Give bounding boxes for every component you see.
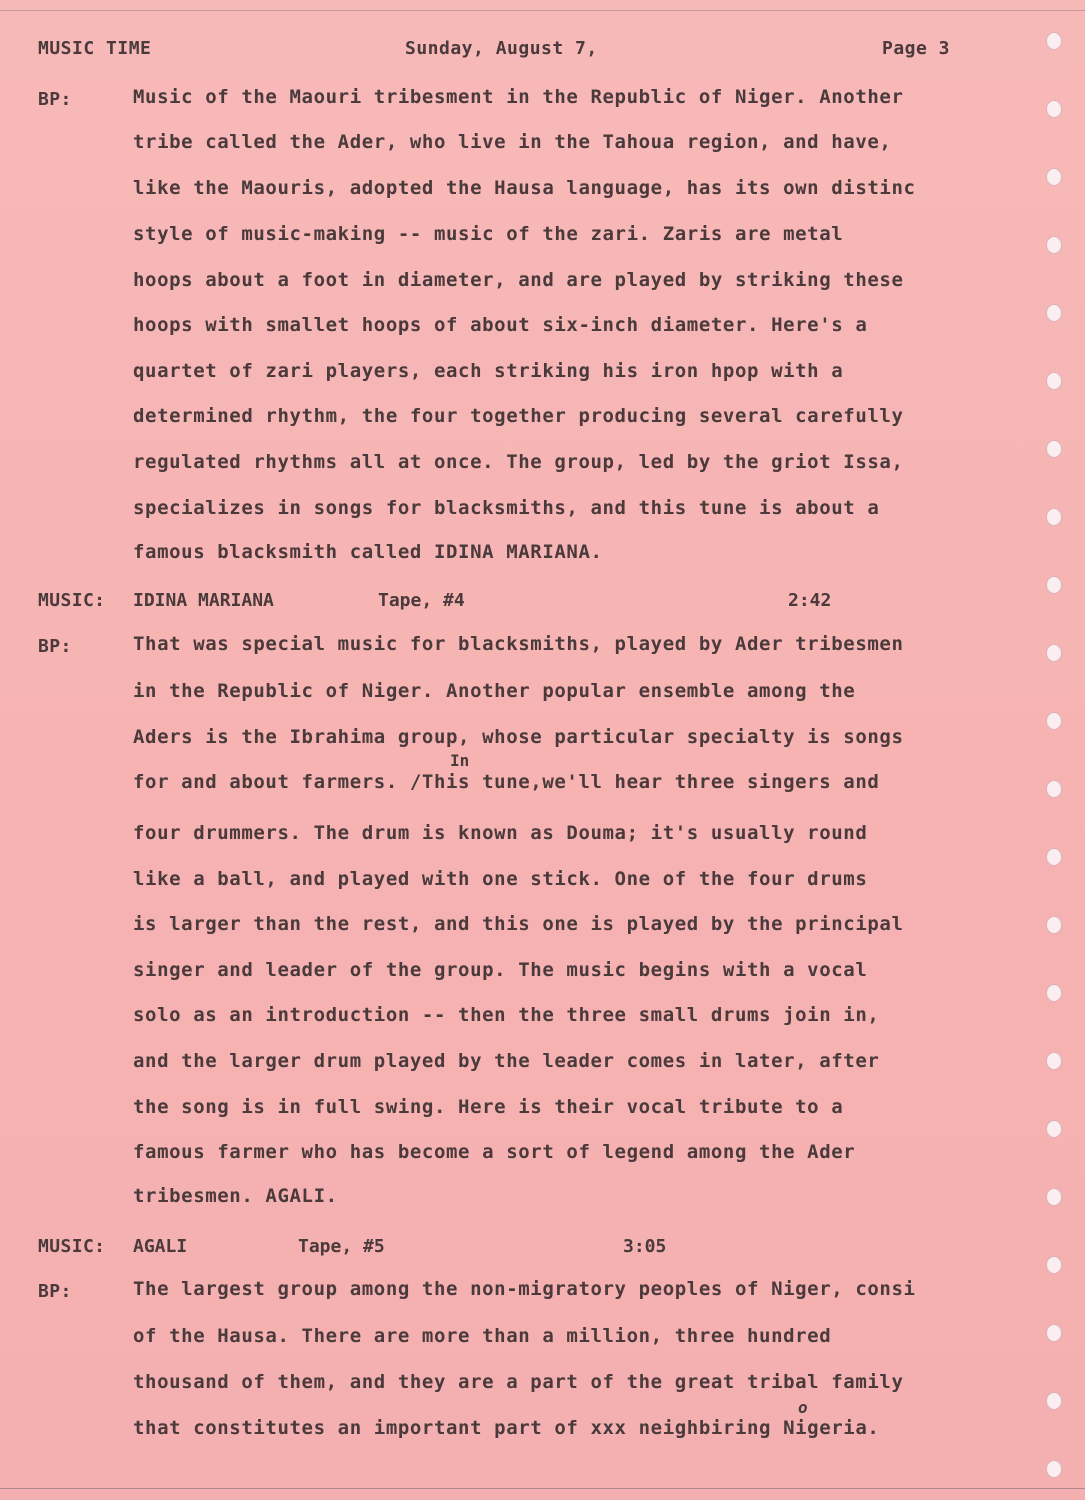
handwritten-insertion: In [450, 751, 470, 770]
perforation-hole [1046, 644, 1062, 662]
script-line: like the Maouris, adopted the Hausa language, has its own distinc [133, 179, 916, 198]
script-line: quartet of zari players, each striking his iron hpop with a [133, 362, 844, 381]
perforation-hole [1046, 1392, 1062, 1410]
perforation-hole [1046, 372, 1062, 390]
perforation-hole [1046, 508, 1062, 526]
script-line: is larger than the rest, and this one is played by the principal [133, 915, 904, 934]
top-edge-line [0, 0, 1085, 11]
script-line: determined rhythm, the four together producing several carefully [133, 407, 904, 426]
script-line: four drummers. The drum is known as Douma; it's usually round [133, 824, 868, 843]
perforation-hole [1046, 1460, 1062, 1478]
script-line: tribesmen. AGALI. [133, 1187, 338, 1206]
script-line: and the larger drum played by the leader comes in later, after [133, 1052, 880, 1071]
script-line: style of music-making -- music of the zari. Zaris are metal [133, 225, 844, 244]
perforation-hole [1046, 848, 1062, 866]
perforation-hole [1046, 1256, 1062, 1274]
script-line: the song is in full swing. Here is their vocal tribute to a [133, 1098, 844, 1117]
script-line: of the Hausa. There are more than a million, three hundred [133, 1327, 832, 1346]
script-line: for and about farmers. /This tune,we'll hear three singers and [133, 773, 880, 792]
script-line: famous farmer who has become a sort of legend among the Ader [133, 1143, 856, 1162]
perforation-hole [1046, 236, 1062, 254]
music-cue-title: AGALI [133, 1236, 188, 1257]
music-cue-tape: Tape, #5 [298, 1236, 385, 1257]
perforation-hole [1046, 780, 1062, 798]
script-line: that constitutes an important part of xxx neighbiring Nigeria. [133, 1419, 880, 1438]
perforation-hole [1046, 984, 1062, 1002]
speaker-label: BP: [38, 89, 72, 110]
page-number: Page 3 [882, 38, 951, 59]
script-line: The largest group among the non-migratory peoples of Niger, consi [133, 1280, 916, 1299]
perforation-hole [1046, 576, 1062, 594]
music-cue-duration: 2:42 [788, 590, 832, 611]
script-line: thousand of them, and they are a part of the great tribal family [133, 1373, 904, 1392]
perforation-hole [1046, 100, 1062, 118]
speaker-label: BP: [38, 636, 72, 657]
script-line: tribe called the Ader, who live in the Tahoua region, and have, [133, 133, 892, 152]
script-line: in the Republic of Niger. Another popular ensemble among the [133, 682, 856, 701]
perforation-hole [1046, 712, 1062, 730]
perforation-hole [1046, 1188, 1062, 1206]
perforation-hole [1046, 1120, 1062, 1138]
music-cue-title: IDINA MARIANA [133, 590, 274, 611]
perforation-hole [1046, 440, 1062, 458]
perforation-hole [1046, 168, 1062, 186]
script-line: singer and leader of the group. The music begins with a vocal [133, 961, 868, 980]
handwritten-insertion: o [798, 1398, 808, 1417]
music-cue-label: MUSIC: [38, 1236, 106, 1257]
bottom-edge-line [0, 1488, 1085, 1490]
script-line: like a ball, and played with one stick. One of the four drums [133, 870, 868, 889]
script-line: solo as an introduction -- then the three small drums join in, [133, 1006, 880, 1025]
script-line: specializes in songs for blacksmiths, and this tune is about a [133, 499, 880, 518]
script-line: Music of the Maouri tribesment in the Republic of Niger. Another [133, 88, 904, 107]
program-title: MUSIC TIME [38, 38, 152, 59]
perforation-hole [1046, 1324, 1062, 1342]
script-line: famous blacksmith called IDINA MARIANA. [133, 543, 603, 562]
script-line: That was special music for blacksmiths, played by Ader tribesmen [133, 635, 904, 654]
music-cue-tape: Tape, #4 [378, 590, 465, 611]
speaker-label: BP: [38, 1281, 72, 1302]
script-line: regulated rhythms all at once. The group, led by the griot Issa, [133, 453, 904, 472]
script-line: hoops with smallet hoops of about six-inch diameter. Here's a [133, 316, 868, 335]
script-line: Aders is the Ibrahima group, whose particular specialty is songs [133, 728, 904, 747]
broadcast-date: Sunday, August 7, [405, 38, 598, 59]
music-cue-label: MUSIC: [38, 590, 106, 611]
perforation-hole [1046, 1052, 1062, 1070]
perforation-hole [1046, 916, 1062, 934]
music-cue-duration: 3:05 [623, 1236, 667, 1257]
perforation-hole [1046, 32, 1062, 50]
perforation-hole [1046, 304, 1062, 322]
script-line: hoops about a foot in diameter, and are played by striking these [133, 271, 904, 290]
